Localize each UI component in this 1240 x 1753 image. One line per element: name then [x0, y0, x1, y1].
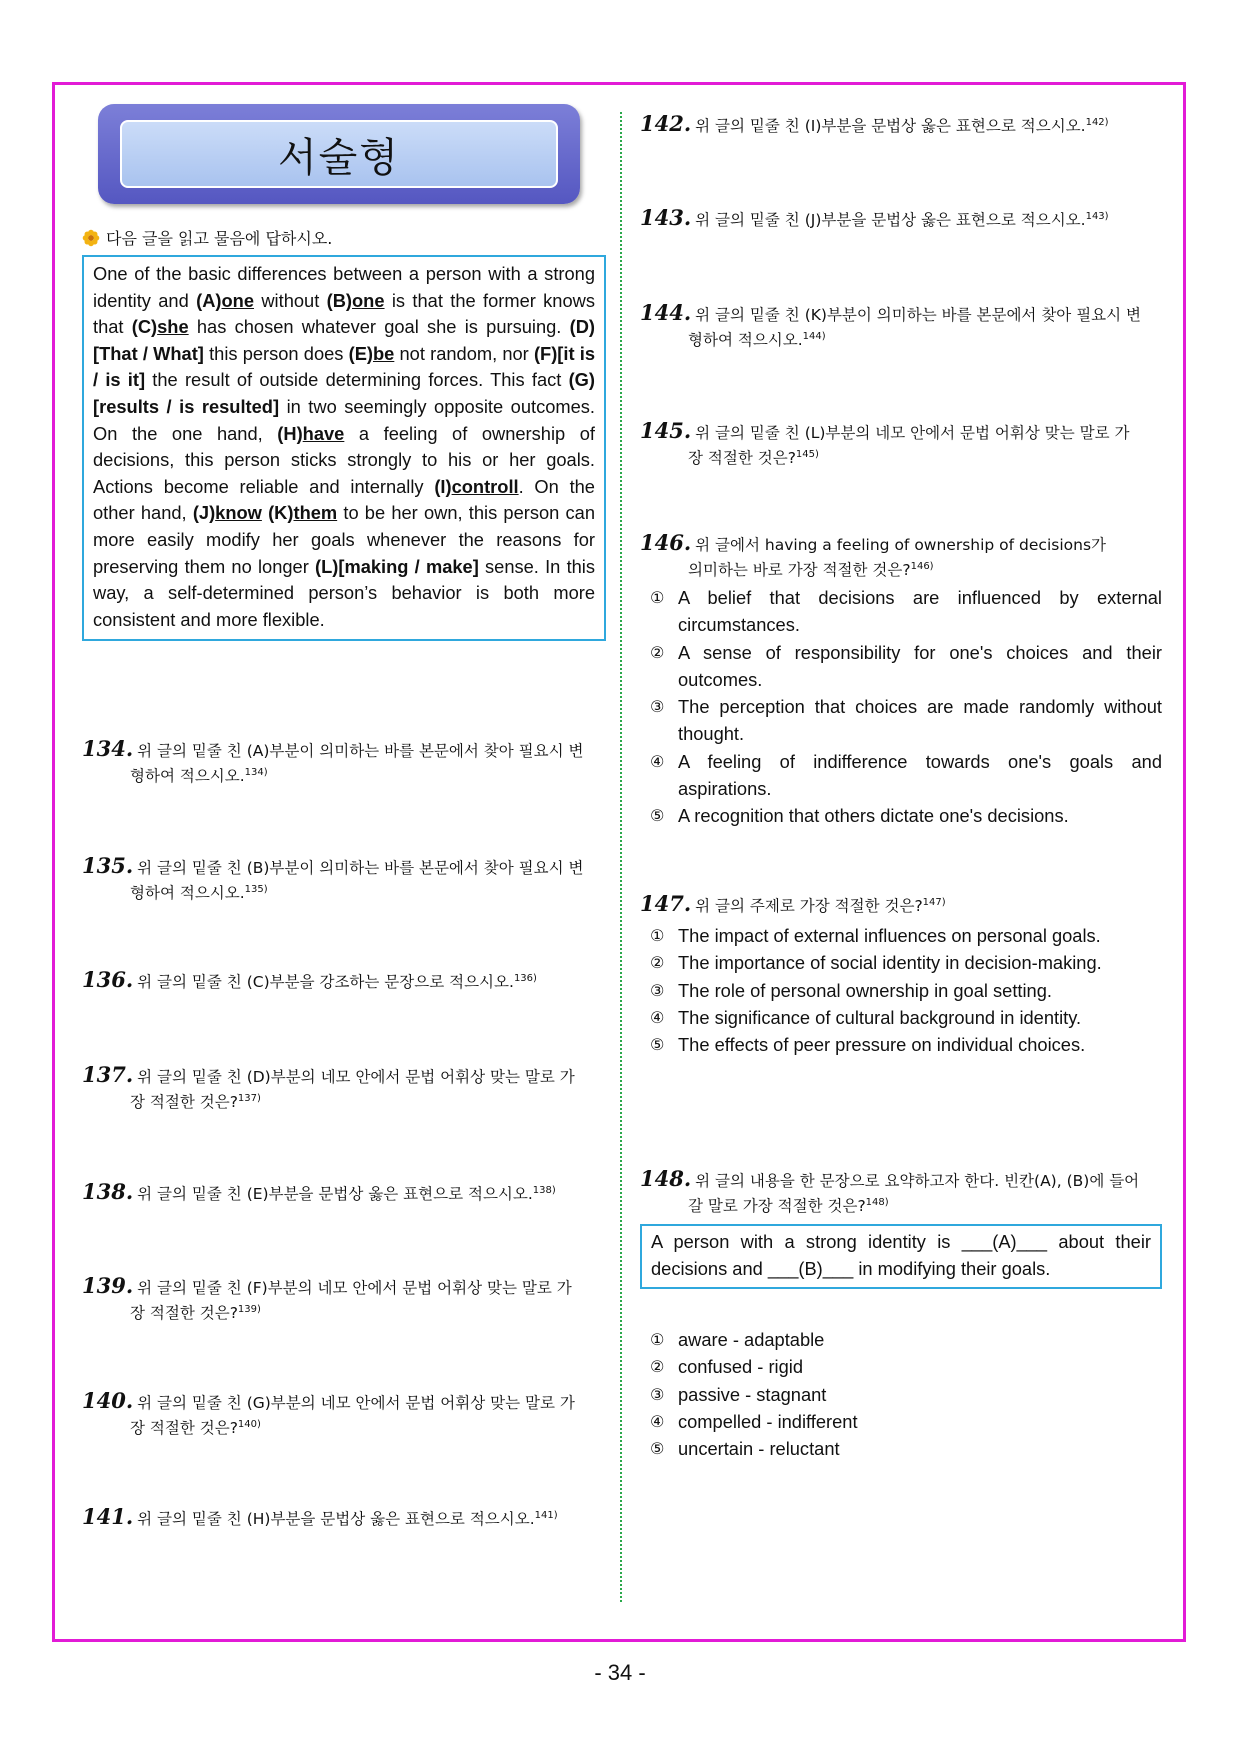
footnote-ref: 138) [532, 1185, 556, 1196]
instruction [82, 226, 606, 249]
footnote-ref: 140) [237, 1419, 261, 1430]
question-number: 141. [82, 1504, 134, 1530]
passage-text: without [254, 289, 327, 311]
answer-options [640, 1326, 1162, 1462]
summary-box: A person with a strong identity is ___(A)___ about their decisions and ___(B)___ in modifying their goals. [640, 1224, 1162, 1289]
answer-option[interactable] [640, 1004, 1162, 1031]
passage-text: One of the basic differences between a person with a strong identity and [93, 263, 595, 311]
question-number: 140. [82, 1388, 134, 1413]
footnote-ref: 144) [802, 331, 826, 342]
footnote-ref: 148) [865, 1197, 889, 1208]
question-140 [82, 1390, 606, 1439]
question-135 [82, 855, 606, 904]
option-marker: ② [650, 953, 665, 973]
question-number: 135. [82, 853, 134, 878]
option-text: The role of personal ownership in goal setting. [678, 979, 1052, 1001]
passage-text: sense. In this way, a self-determined person’s behavior is both more consistent and more flexible. [93, 555, 596, 630]
passage-marker: (E)be [348, 342, 395, 364]
footnote-ref: 146) [910, 561, 934, 572]
question-139 [82, 1275, 606, 1324]
passage-text: to be her own, this person can more easily modify her goals whenever the reasons for preserving them no longer [93, 502, 595, 577]
question-number: 144. [640, 300, 692, 325]
answer-option[interactable] [640, 977, 1162, 1004]
answer-option[interactable] [640, 1353, 1162, 1380]
section-banner [98, 104, 580, 204]
option-text: A belief that decisions are influenced by external circumstances. [678, 587, 1162, 636]
section-title: 서술형 [278, 134, 400, 181]
passage-text: a feeling of ownership of decisions, this person sticks strongly to his or her goals. Actions become reliable and internally [93, 422, 595, 497]
answer-option[interactable] [640, 584, 1162, 639]
passage-marker: (A)one [196, 289, 255, 311]
question-145 [640, 420, 1162, 469]
passage-text: in two seemingly opposite outcomes. On the one hand, [93, 395, 596, 444]
option-marker: ⑤ [650, 1439, 665, 1459]
question-134 [82, 738, 606, 787]
passage-marker: (G)[results / is resulted] [93, 369, 595, 417]
option-text: The importance of social identity in decision-making. [678, 952, 1102, 974]
question-number: 145. [640, 418, 692, 443]
passage-text: is that the former knows that [93, 289, 595, 338]
question-141 [82, 1505, 606, 1530]
answer-option[interactable] [640, 1435, 1162, 1462]
answer-option[interactable] [640, 693, 1162, 748]
question-text: 위 글의 밑줄 친 (E)부분을 문법상 옳은 표현으로 적으시오. [137, 1185, 533, 1204]
question-number: 148. [640, 1166, 692, 1191]
answer-option[interactable] [640, 949, 1162, 976]
question-text: 위 글에서 having a feeling of ownership of decisions가 [695, 536, 1106, 554]
option-marker: ③ [650, 697, 665, 717]
option-marker: ② [650, 1357, 665, 1377]
passage-marker: (C)she [131, 316, 189, 338]
passage-text: not random, nor [394, 342, 534, 364]
question-text-cont: 의미하는 바로 가장 적절한 것은? [688, 561, 911, 580]
question-144 [640, 302, 1162, 351]
column-divider [620, 112, 622, 1602]
option-text: A feeling of indifference towards one's goals and aspirations. [678, 750, 1162, 800]
passage-text: has chosen whatever goal she is pursuing. [188, 316, 570, 338]
footnote-ref: 139) [237, 1304, 261, 1315]
question-number: 138. [82, 1179, 134, 1205]
option-marker: ② [650, 642, 665, 662]
question-text-cont: 장 적절한 것은? [130, 1093, 238, 1112]
question-text-cont: 장 적절한 것은? [130, 1419, 238, 1438]
passage-text: this person does [203, 342, 349, 364]
option-marker: ① [650, 588, 665, 607]
question-text-cont: 형하여 적으시오. [130, 884, 245, 903]
option-text: The effects of peer pressure on individual choices. [678, 1034, 1086, 1056]
option-text: The significance of cultural background in identity. [678, 1006, 1082, 1028]
answer-option[interactable] [640, 1381, 1162, 1408]
question-142 [640, 112, 1162, 137]
left-column [82, 104, 606, 641]
question-text: 위 글의 밑줄 친 (K)부분이 의미하는 바를 본문에서 찾아 필요시 변 [695, 306, 1142, 324]
option-text: A sense of responsibility for one's choices and their outcomes. [678, 641, 1162, 690]
question-text: 위 글의 밑줄 친 (D)부분의 네모 안에서 문법 어휘상 맞는 말로 가 [137, 1068, 575, 1086]
answer-option[interactable] [640, 748, 1162, 803]
answer-option[interactable] [640, 802, 1162, 829]
option-marker: ① [650, 926, 665, 945]
question-text: 위 글의 밑줄 친 (C)부분을 강조하는 문장으로 적으시오. [137, 973, 514, 992]
passage-marker: (B)one [326, 289, 385, 311]
question-143 [640, 206, 1162, 231]
footnote-ref: 134) [244, 767, 268, 778]
question-text: 위 글의 밑줄 친 (H)부분을 문법상 옳은 표현으로 적으시오. [137, 1510, 535, 1529]
question-148 [640, 1168, 1162, 1217]
question-137 [82, 1064, 606, 1113]
option-marker: ① [650, 1330, 665, 1349]
option-marker: ⑤ [650, 806, 665, 826]
passage-marker: (H)have [277, 422, 345, 444]
footnote-ref: 143) [1085, 211, 1109, 222]
answer-option[interactable] [640, 922, 1162, 949]
question-text-cont: 장 적절한 것은? [688, 449, 796, 468]
option-marker: ⑤ [650, 1035, 665, 1055]
question-number: 134. [82, 736, 134, 761]
option-marker: ④ [650, 1007, 665, 1027]
option-text: passive - stagnant [678, 1383, 827, 1405]
footnote-ref: 141) [534, 1510, 558, 1521]
question-number: 147. [640, 891, 692, 917]
question-text: 위 글의 내용을 한 문장으로 요약하고자 한다. 빈칸(A), (B)에 들어 [695, 1172, 1140, 1190]
passage-marker: (D)[That / What] [93, 316, 595, 364]
passage-text: the result of outside determining forces. This fact [145, 369, 569, 391]
page-number: - 34 - [594, 1660, 646, 1685]
question-number: 143. [640, 205, 692, 231]
question-number: 137. [82, 1062, 134, 1087]
question-text-cont: 갈 말로 가장 적절한 것은? [688, 1197, 866, 1216]
question-text: 위 글의 밑줄 친 (G)부분의 네모 안에서 문법 어휘상 맞는 말로 가 [137, 1394, 575, 1412]
option-text: confused - rigid [678, 1356, 803, 1378]
option-marker: ④ [650, 1411, 665, 1431]
footnote-ref: 135) [244, 884, 268, 895]
question-136 [82, 968, 606, 993]
question-text: 위 글의 주제로 가장 적절한 것은? [695, 897, 923, 916]
passage-marker: (I)controll [434, 475, 519, 497]
passage-text: . On the other hand, [93, 475, 595, 524]
option-marker: ③ [650, 1384, 665, 1404]
passage-marker: (L)[making / make] [315, 555, 479, 577]
question-text-cont: 형하여 적으시오. [130, 767, 245, 786]
question-text-cont: 장 적절한 것은? [130, 1304, 238, 1323]
question-text: 위 글의 밑줄 친 (A)부분이 의미하는 바를 본문에서 찾아 필요시 변 [137, 742, 584, 760]
answer-option[interactable] [640, 1408, 1162, 1435]
passage-marker: (K)them [268, 502, 338, 524]
option-text: compelled - indifferent [678, 1410, 858, 1432]
question-number: 146. [640, 530, 692, 555]
question-text: 위 글의 밑줄 친 (B)부분이 의미하는 바를 본문에서 찾아 필요시 변 [137, 859, 584, 877]
option-text: The impact of external influences on personal goals. [678, 925, 1101, 946]
option-text: aware - adaptable [678, 1329, 825, 1350]
passage-box [82, 255, 606, 641]
option-text: A recognition that others dictate one's decisions. [678, 805, 1069, 827]
instruction-text: 다음 글을 읽고 물음에 답하시오. [106, 229, 333, 248]
question-text: 위 글의 밑줄 친 (F)부분의 네모 안에서 문법 어휘상 맞는 말로 가 [137, 1279, 572, 1297]
passage-marker: (F)[it is / is it] [93, 342, 595, 391]
question-number: 142. [640, 111, 692, 137]
question-text: 위 글의 밑줄 친 (L)부분의 네모 안에서 문법 어휘상 맞는 말로 가 [695, 424, 1130, 442]
question-147 [640, 892, 1162, 917]
answer-options [640, 922, 1162, 1058]
question-number: 139. [82, 1273, 134, 1298]
answer-option[interactable] [640, 1031, 1162, 1058]
footnote-ref: 145) [795, 449, 819, 460]
option-marker: ③ [650, 980, 665, 1000]
answer-option[interactable] [640, 639, 1162, 694]
option-text: uncertain - reluctant [678, 1438, 840, 1460]
footnote-ref: 137) [237, 1093, 261, 1104]
option-text: The perception that choices are made randomly without thought. [678, 696, 1162, 745]
footnote-ref: 136) [513, 973, 537, 984]
question-146 [640, 532, 1162, 581]
question-number: 136. [82, 967, 134, 993]
question-text: 위 글의 밑줄 친 (J)부분을 문법상 옳은 표현으로 적으시오. [695, 211, 1086, 230]
answer-options [640, 584, 1162, 830]
question-138 [82, 1180, 606, 1205]
passage-marker: (J)know [192, 502, 262, 524]
question-text-cont: 형하여 적으시오. [688, 331, 803, 350]
footnote-ref: 147) [922, 897, 946, 908]
question-text: 위 글의 밑줄 친 (I)부분을 문법상 옳은 표현으로 적으시오. [695, 117, 1086, 136]
option-marker: ④ [650, 751, 665, 771]
flower-icon [82, 229, 100, 247]
answer-option[interactable] [640, 1326, 1162, 1353]
footnote-ref: 142) [1085, 117, 1109, 128]
